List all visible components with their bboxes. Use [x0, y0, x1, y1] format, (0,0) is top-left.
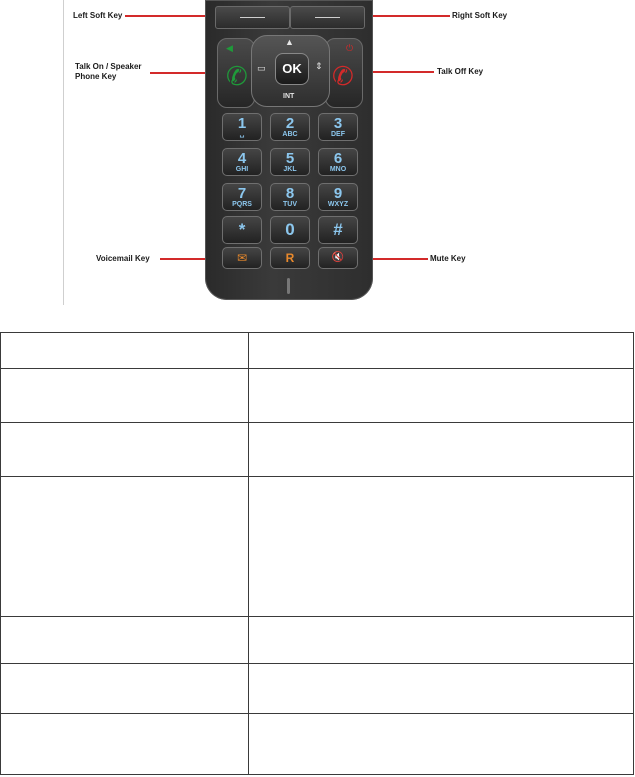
table-cell	[1, 333, 249, 369]
table-cell	[1, 714, 249, 775]
key-star[interactable]: *	[222, 216, 262, 244]
callout-talk-off: Talk Off Key	[437, 67, 484, 76]
key-3[interactable]: 3 DEF	[318, 113, 358, 141]
voicemail-icon: ✉	[236, 251, 248, 265]
key-8[interactable]: 8 TUV	[270, 183, 310, 211]
volume-icon: ⇕	[315, 61, 323, 71]
callout-left-soft-key: Left Soft Key	[73, 11, 123, 20]
nav-up-icon: ▲	[285, 37, 294, 47]
table-cell	[249, 333, 634, 369]
mute-icon: 🔇	[331, 252, 345, 263]
callout-voicemail: Voicemail Key	[96, 254, 150, 263]
table-cell	[249, 617, 634, 664]
right-soft-key[interactable]	[290, 6, 365, 29]
voicemail-key[interactable]	[222, 247, 262, 269]
power-icon: ⏻	[346, 43, 354, 53]
table-row	[1, 477, 634, 617]
key-hash[interactable]: #	[318, 216, 358, 244]
table-cell	[1, 423, 249, 477]
microphone-slot	[287, 278, 290, 294]
table-cell	[249, 664, 634, 714]
key-9[interactable]: 9 WXYZ	[318, 183, 358, 211]
table-cell	[249, 714, 634, 775]
key-0[interactable]: 0	[270, 216, 310, 244]
key-2[interactable]: 2 ABC	[270, 113, 310, 141]
table-cell	[1, 617, 249, 664]
key-6[interactable]: 6 MNO	[318, 148, 358, 176]
left-soft-key[interactable]	[215, 6, 290, 29]
int-label: INT	[283, 93, 295, 100]
table-cell	[1, 477, 249, 617]
table-row	[1, 664, 634, 714]
table-cell	[249, 423, 634, 477]
callout-talk-on: Talk On / Speaker Phone Key	[75, 62, 142, 81]
key-4[interactable]: 4 GHI	[222, 148, 262, 176]
key-5[interactable]: 5 JKL	[270, 148, 310, 176]
figure-left-border	[63, 0, 64, 305]
talk-on-key[interactable]	[217, 38, 255, 108]
phonebook-icon: ▭	[257, 63, 266, 73]
table-cell	[1, 664, 249, 714]
table-cell	[249, 477, 634, 617]
table-row	[1, 423, 634, 477]
callout-right-soft-key: Right Soft Key	[452, 11, 508, 20]
ok-key[interactable]: OK	[275, 53, 309, 85]
mute-key[interactable]	[318, 247, 358, 269]
table-row	[1, 333, 634, 369]
talk-on-handset-icon: ✆	[226, 61, 248, 91]
recall-key[interactable]	[270, 247, 310, 269]
table-row	[1, 714, 634, 775]
key-description-table	[0, 332, 634, 775]
phone-handset	[205, 0, 373, 300]
talk-off-key[interactable]	[325, 38, 363, 108]
key-7[interactable]: 7 PQRS	[222, 183, 262, 211]
table-cell	[249, 369, 634, 423]
key-1[interactable]: 1 ␣	[222, 113, 262, 141]
table-row	[1, 617, 634, 664]
callout-mute: Mute Key	[430, 254, 466, 263]
speaker-icon: ◀	[226, 43, 233, 53]
table-row	[1, 369, 634, 423]
talk-off-handset-icon: ✆	[332, 61, 354, 91]
table-cell	[1, 369, 249, 423]
recall-label: R	[285, 251, 295, 265]
